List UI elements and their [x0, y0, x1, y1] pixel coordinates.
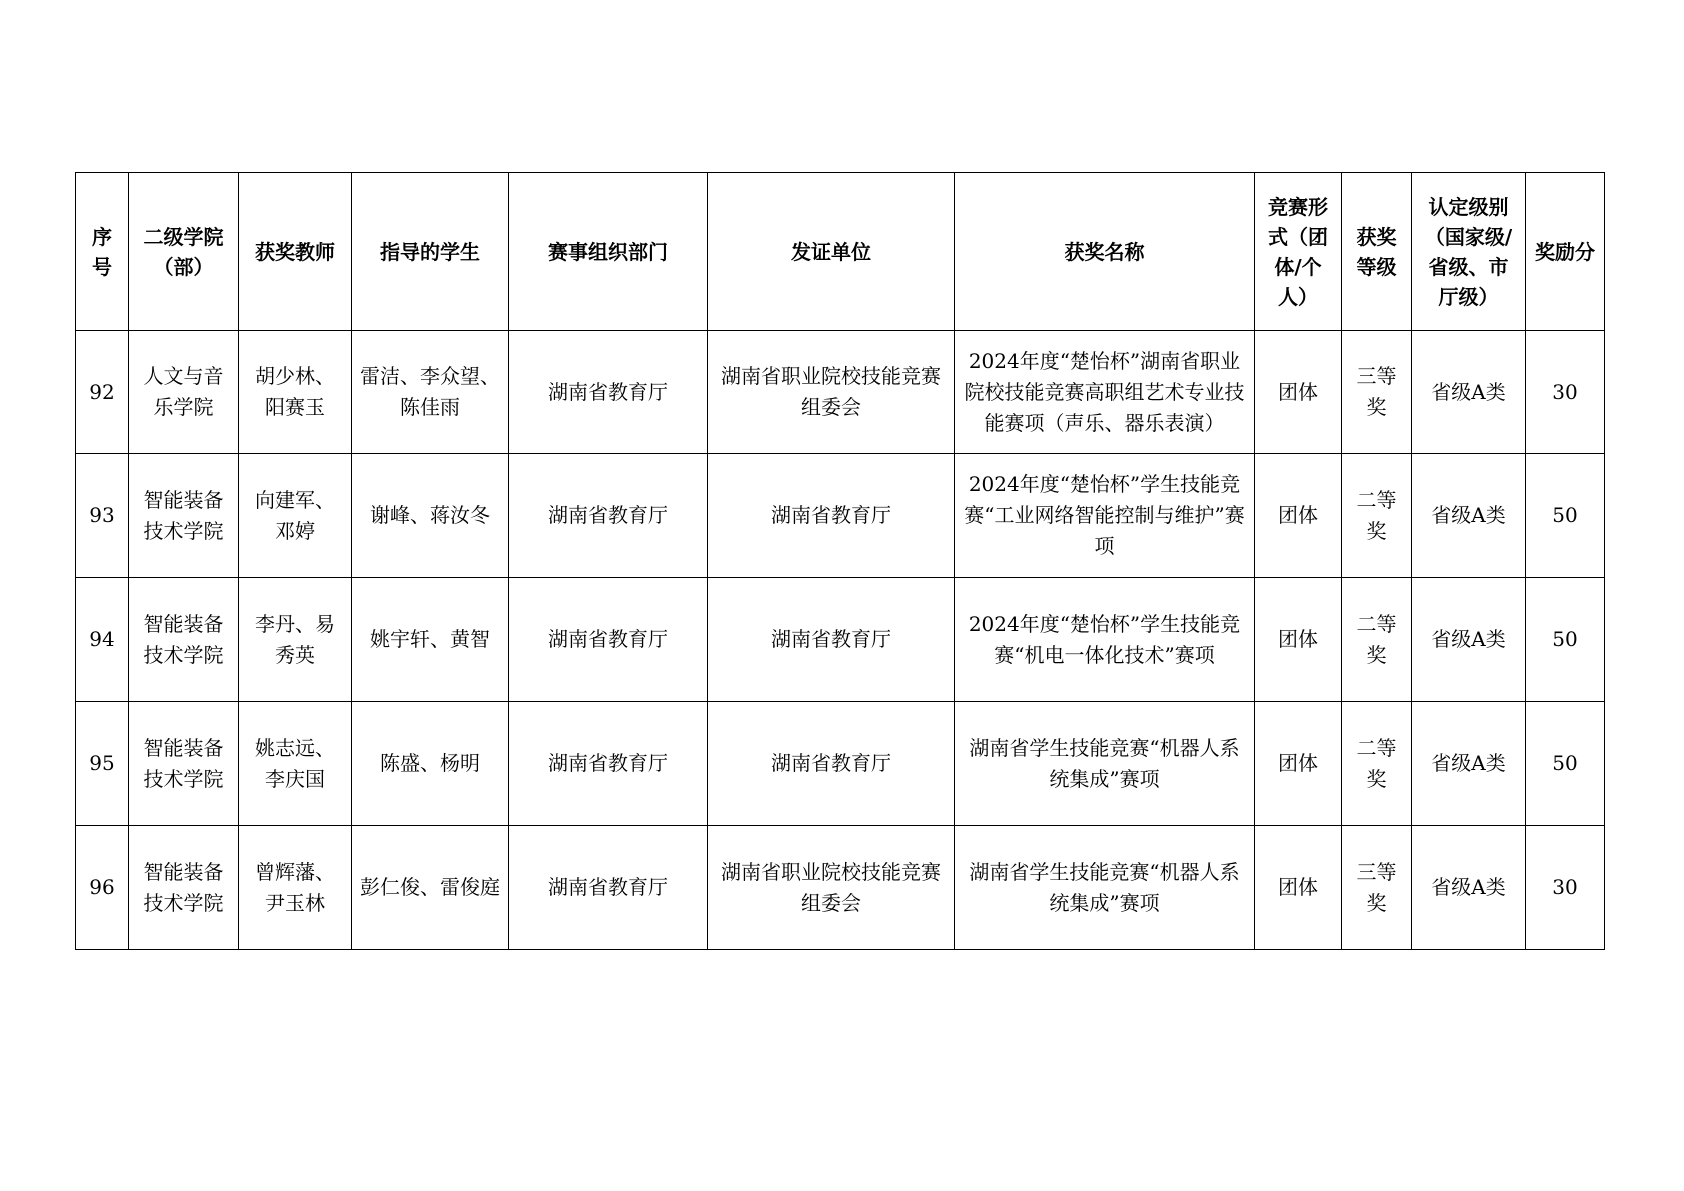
cell-issuer: 湖南省教育厅: [708, 454, 955, 578]
table-row: [76, 331, 1605, 454]
header-issuer: 发证单位: [708, 173, 955, 331]
cell-issuer: 湖南省教育厅: [708, 578, 955, 702]
cell-college: 智能装备技术学院: [129, 702, 239, 826]
header-index: 序号: [76, 173, 129, 331]
header-students: 指导的学生: [352, 173, 509, 331]
cell-college: 智能装备技术学院: [129, 454, 239, 578]
cell-award-level: 三等奖: [1342, 826, 1412, 950]
cell-recognition-level: 省级A类: [1412, 454, 1526, 578]
cell-award-name: 湖南省学生技能竞赛“机器人系统集成”赛项: [955, 702, 1255, 826]
table-row: [76, 578, 1605, 702]
header-recognition-level: 认定级别（国家级/省级、市厅级）: [1412, 173, 1526, 331]
award-table: [75, 172, 1605, 950]
cell-recognition-level: 省级A类: [1412, 826, 1526, 950]
cell-students: 谢峰、蒋汝冬: [352, 454, 509, 578]
cell-college: 智能装备技术学院: [129, 826, 239, 950]
cell-award-level: 二等奖: [1342, 578, 1412, 702]
cell-students: 姚宇轩、黄智: [352, 578, 509, 702]
cell-issuer: 湖南省职业院校技能竞赛组委会: [708, 826, 955, 950]
cell-competition-form: 团体: [1255, 826, 1342, 950]
cell-award-name: 湖南省学生技能竞赛“机器人系统集成”赛项: [955, 826, 1255, 950]
cell-index: 96: [76, 826, 129, 950]
table-header-row: [76, 173, 1605, 331]
cell-reward-points: 50: [1526, 578, 1605, 702]
cell-award-level: 三等奖: [1342, 331, 1412, 454]
cell-college: 智能装备技术学院: [129, 578, 239, 702]
cell-teacher: 向建军、邓婷: [239, 454, 352, 578]
cell-organizer: 湖南省教育厅: [509, 702, 708, 826]
cell-reward-points: 50: [1526, 702, 1605, 826]
cell-teacher: 曾辉藩、尹玉林: [239, 826, 352, 950]
table-row: [76, 702, 1605, 826]
header-teacher: 获奖教师: [239, 173, 352, 331]
cell-organizer: 湖南省教育厅: [509, 454, 708, 578]
cell-college: 人文与音乐学院: [129, 331, 239, 454]
cell-index: 95: [76, 702, 129, 826]
header-college: 二级学院（部）: [129, 173, 239, 331]
cell-teacher: 胡少林、阳赛玉: [239, 331, 352, 454]
cell-issuer: 湖南省教育厅: [708, 702, 955, 826]
cell-recognition-level: 省级A类: [1412, 702, 1526, 826]
header-organizer: 赛事组织部门: [509, 173, 708, 331]
cell-competition-form: 团体: [1255, 702, 1342, 826]
header-reward-points: 奖励分: [1526, 173, 1605, 331]
cell-students: 陈盛、杨明: [352, 702, 509, 826]
cell-index: 93: [76, 454, 129, 578]
table-row: [76, 826, 1605, 950]
header-competition-form: 竞赛形式（团体/个人）: [1255, 173, 1342, 331]
cell-reward-points: 50: [1526, 454, 1605, 578]
cell-index: 92: [76, 331, 129, 454]
cell-organizer: 湖南省教育厅: [509, 578, 708, 702]
cell-award-level: 二等奖: [1342, 454, 1412, 578]
cell-award-level: 二等奖: [1342, 702, 1412, 826]
cell-reward-points: 30: [1526, 331, 1605, 454]
cell-organizer: 湖南省教育厅: [509, 826, 708, 950]
cell-award-name: 2024年度“楚怡杯”学生技能竞赛“工业网络智能控制与维护”赛项: [955, 454, 1255, 578]
cell-competition-form: 团体: [1255, 578, 1342, 702]
cell-recognition-level: 省级A类: [1412, 331, 1526, 454]
cell-competition-form: 团体: [1255, 331, 1342, 454]
cell-organizer: 湖南省教育厅: [509, 331, 708, 454]
table-row: [76, 454, 1605, 578]
cell-issuer: 湖南省职业院校技能竞赛组委会: [708, 331, 955, 454]
cell-award-name: 2024年度“楚怡杯”湖南省职业院校技能竞赛高职组艺术专业技能赛项（声乐、器乐表演）: [955, 331, 1255, 454]
cell-teacher: 李丹、易秀英: [239, 578, 352, 702]
header-award-name: 获奖名称: [955, 173, 1255, 331]
cell-students: 雷洁、李众望、陈佳雨: [352, 331, 509, 454]
cell-reward-points: 30: [1526, 826, 1605, 950]
cell-recognition-level: 省级A类: [1412, 578, 1526, 702]
cell-teacher: 姚志远、李庆国: [239, 702, 352, 826]
cell-award-name: 2024年度“楚怡杯”学生技能竞赛“机电一体化技术”赛项: [955, 578, 1255, 702]
cell-competition-form: 团体: [1255, 454, 1342, 578]
header-award-level: 获奖等级: [1342, 173, 1412, 331]
cell-students: 彭仁俊、雷俊庭: [352, 826, 509, 950]
cell-index: 94: [76, 578, 129, 702]
